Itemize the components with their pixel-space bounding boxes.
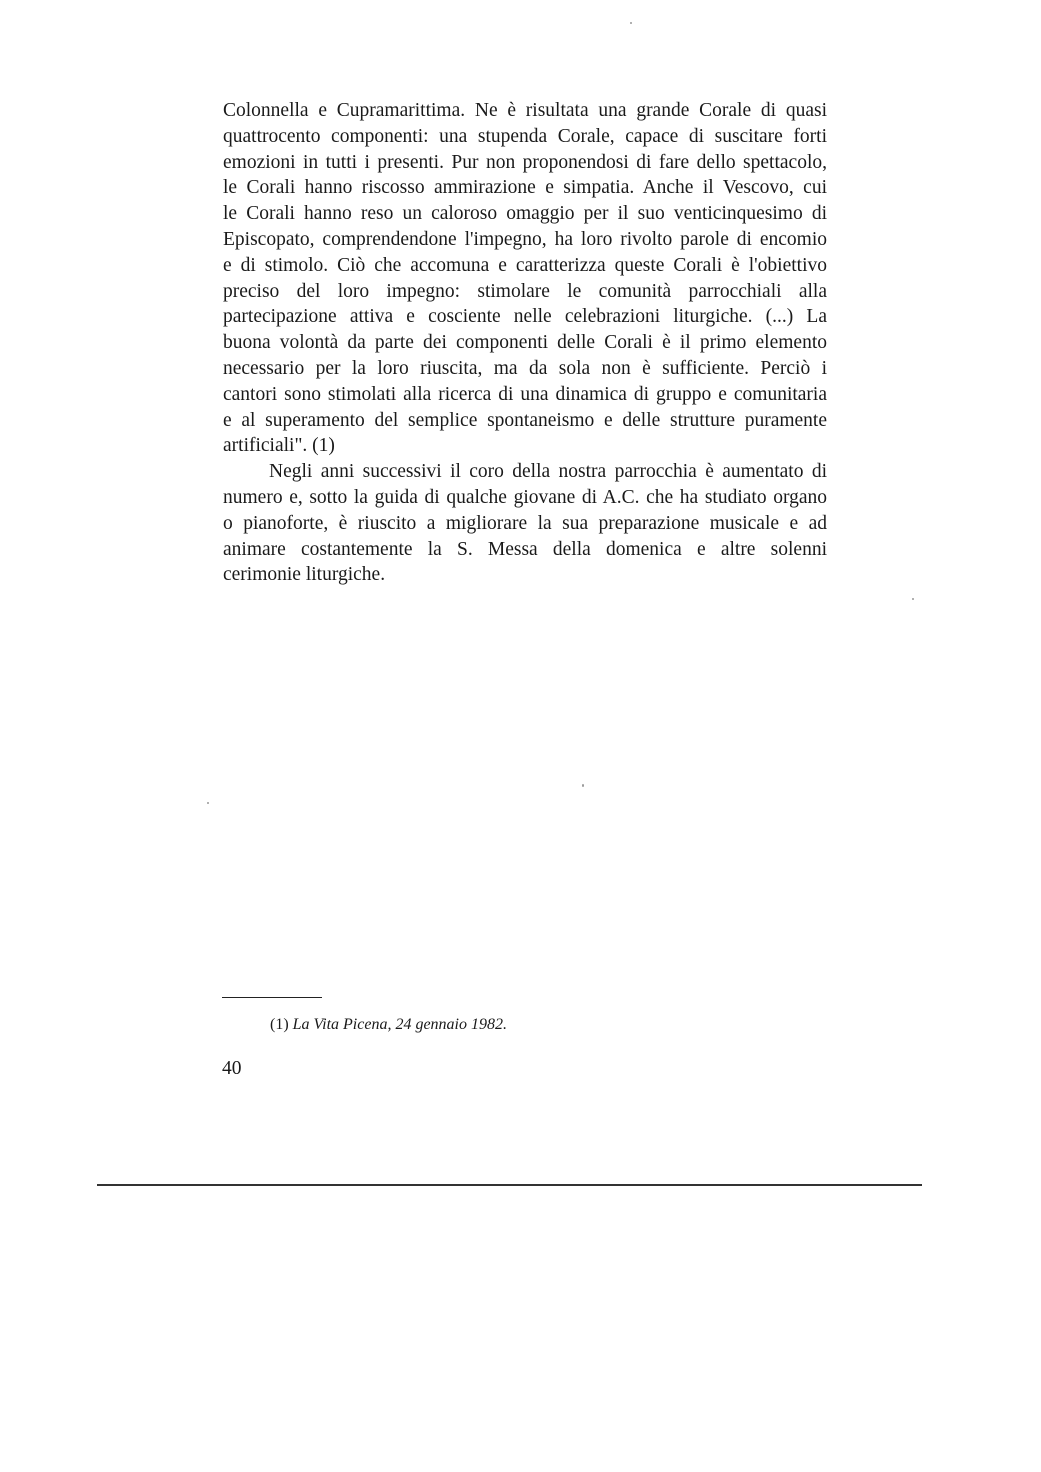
text-line: le Corali hanno riscosso ammirazione e simpatia. Anche il Vescovo, cui <box>223 177 827 199</box>
text-line: o pianoforte, è riuscito a migliorare la sua preparazione musicale e ad <box>223 512 827 534</box>
text-line: e di stimolo. Ciò che accomuna e caratterizza queste Corali è l'obiettivo <box>223 254 827 276</box>
text-line: artificiali". (1) <box>223 435 335 457</box>
text-line: le Corali hanno reso un caloroso omaggio per il suo venticinquesimo di <box>223 203 827 225</box>
text-line: e al superamento del semplice spontaneismo e delle strutture puramente <box>223 409 827 431</box>
text-line: quattrocento componenti: una stupenda Corale, capace di suscitare forti <box>223 125 827 147</box>
text-line: buona volontà da parte dei componenti delle Corali è il primo elemento <box>223 332 827 354</box>
text-line: cantori sono stimolati alla ricerca di una dinamica di gruppo e comunitaria <box>223 383 827 405</box>
text-line: partecipazione attiva e cosciente nelle celebrazioni liturgiche. (...) La <box>223 306 827 328</box>
page-number: 40 <box>222 1058 242 1079</box>
text-line: necessario per la loro riuscita, ma da sola non è sufficiente. Perciò i <box>223 357 827 379</box>
text-line: Episcopato, comprendendone l'impegno, ha loro rivolto parole di encomio <box>223 228 827 250</box>
footnote-separator <box>222 997 322 998</box>
scan-speck <box>912 598 914 600</box>
text-line: emozioni in tutti i presenti. Pur non proponendosi di fare dello spettacolo, <box>223 151 827 173</box>
footnote-source: La Vita Picena, 24 gennaio 1982. <box>292 1016 507 1033</box>
paragraph-2 <box>223 459 827 588</box>
text-line: Negli anni successivi il coro della nostra parrocchia è aumentato di <box>269 461 827 483</box>
text-line: Colonnella e Cupramarittima. Ne è risultata una grande Corale di quasi <box>223 100 827 121</box>
text-line: numero e, sotto la guida di qualche giovane di A.C. che ha studiato organo <box>223 486 827 508</box>
scan-edge-line <box>97 1184 922 1186</box>
body-text <box>223 98 827 588</box>
paragraph-1 <box>223 98 827 459</box>
scan-speck <box>582 784 584 787</box>
text-line: cerimonie liturgiche. <box>223 564 386 586</box>
scan-speck <box>207 802 209 804</box>
text-line: preciso del loro impegno: stimolare le comunità parrocchiali alla <box>223 280 827 302</box>
scan-speck <box>630 22 632 24</box>
footnote <box>270 1015 507 1035</box>
footnote-number: (1) <box>270 1016 289 1033</box>
text-line: animare costantemente la S. Messa della domenica e altre solenni <box>223 538 827 560</box>
